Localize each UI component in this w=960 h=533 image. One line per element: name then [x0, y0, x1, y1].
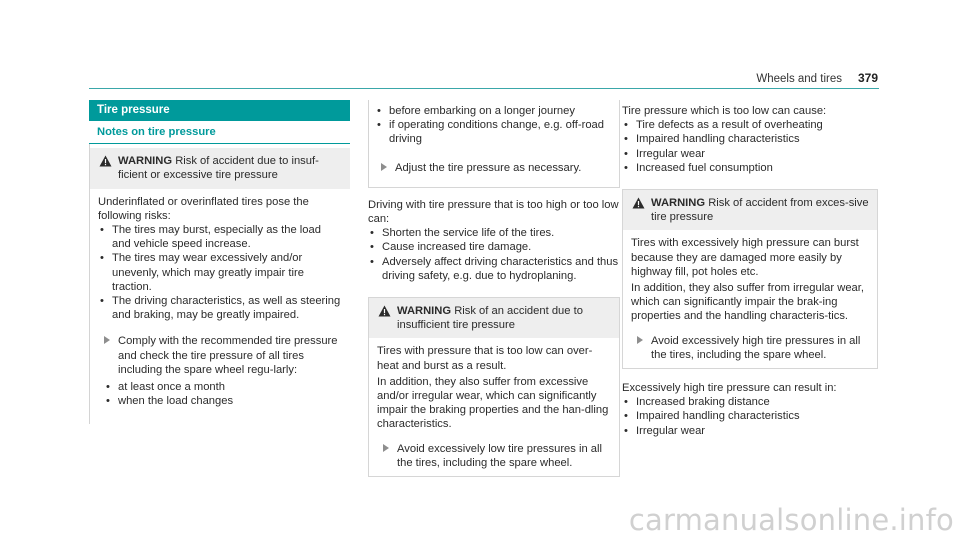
column-1: [89, 100, 350, 424]
chapter-title: Wheels and tires: [756, 73, 842, 85]
header-rule: [89, 88, 879, 89]
list-item: • Irregular wear: [622, 147, 878, 161]
warning-body: [623, 230, 877, 368]
warning-label: WARNING: [651, 197, 706, 210]
col1-content: [89, 144, 350, 424]
watermark: carmanualsonline.info: [628, 502, 954, 533]
step-text: Comply with the recommended tire pressure and check the tire pressure of all tires including the spare wheel regu-larly:: [118, 335, 338, 376]
paragraph: Tires with excessively high pressure can burst because they are damaged more easily by highway fill, pot holes etc.: [631, 237, 859, 278]
instruction-step: [631, 334, 869, 362]
step-text: Avoid excessively low tire pressures in all the tires, including the spare wheel.: [397, 442, 602, 469]
step-arrow-icon: [383, 444, 389, 452]
warning-header: [369, 298, 619, 338]
subsection-title: Notes on tire pressure: [89, 125, 350, 144]
warning-icon: [99, 155, 112, 167]
list-item: • The tires may burst, especially as the load and vehicle speed increase.: [98, 223, 342, 251]
warning-icon: [378, 305, 391, 317]
list-item: • Cause increased tire damage.: [368, 240, 620, 254]
page-number: 379: [857, 71, 878, 85]
step-list: [104, 380, 342, 408]
list-item: • before embarking on a longer journey: [375, 104, 611, 118]
warning-text: Risk of an accident due to insufficient tire pressure: [397, 305, 583, 332]
causes-list: [622, 118, 878, 175]
step-arrow-icon: [637, 336, 643, 344]
warning-text: Risk of accident from exces-sive tire pressure: [651, 197, 869, 224]
paragraph: Tires with pressure that is too low can over-heat and burst as a result.: [377, 345, 593, 372]
list-item: • if operating conditions change, e.g. off-road driving: [375, 118, 611, 146]
paragraph: Excessively high tire pressure can result in:: [622, 382, 837, 395]
list-item: • The tires may wear excessively and/or unevenly, which may greatly impair tire traction.: [98, 251, 342, 294]
warning-header: [623, 190, 877, 230]
step-arrow-icon: [104, 336, 110, 344]
list-item: • Increased fuel consumption: [622, 161, 878, 175]
col2-continued: [368, 100, 620, 188]
list-item: • The driving characteristics, as well as steering and braking, may be greatly impaired.: [98, 294, 342, 322]
continued-list: [375, 104, 611, 147]
warning-body: [369, 338, 619, 476]
results-list: [622, 395, 878, 438]
warning-icon: [632, 197, 645, 209]
list-item: • Impaired handling characteristics: [622, 132, 878, 146]
risk-list: [98, 223, 342, 322]
warning-text: Risk of accident due to insuf-ficient or excessive tire pressure: [118, 155, 319, 182]
warning-label: WARNING: [397, 305, 452, 318]
list-item: • Tire defects as a result of overheating: [622, 118, 878, 132]
column-2: [368, 100, 620, 477]
list-item: • Impaired handling characteristics: [622, 409, 878, 423]
warning-header: [90, 148, 350, 188]
step-text: Avoid excessively high tire pressures in all the tires, including the spare wheel.: [651, 334, 861, 361]
column-3: [622, 104, 878, 438]
list-item: • Shorten the service life of the tires.: [368, 226, 620, 240]
warning-box: [90, 148, 350, 414]
paragraph: In addition, they also suffer from irregular wear, which can significantly impair the brak-ing properties and the handling characteris-tics.: [631, 282, 864, 323]
warning-body: [90, 189, 350, 415]
step-text: Adjust the tire pressure as necessary.: [395, 161, 582, 174]
list-item: • Irregular wear: [622, 424, 878, 438]
list-item: • when the load changes: [104, 394, 342, 408]
instruction-step: [375, 161, 611, 175]
paragraph: Driving with tire pressure that is too high or too low can:: [368, 198, 619, 226]
warning-box: [622, 189, 878, 369]
list-item: • at least once a month: [104, 380, 342, 394]
instruction-step: [98, 334, 342, 377]
paragraph: Tire pressure which is too low can cause:: [622, 105, 827, 117]
warning-intro: Underinflated or overinflated tires pose the following risks:: [98, 195, 309, 222]
warning-label: WARNING: [118, 155, 173, 168]
step-arrow-icon: [381, 163, 387, 171]
warning-box: [368, 297, 620, 477]
list-item: • Adversely affect driving characteristics and thus driving safety, e.g. due to hydroplaning.: [368, 255, 620, 283]
list-item: • Increased braking distance: [622, 395, 878, 409]
instruction-step: [377, 442, 611, 470]
paragraph: In addition, they also suffer from excessive and/or irregular wear, which can significantly impair the braking properties and the han-dling characteristics.: [377, 375, 609, 431]
section-title: Tire pressure: [89, 100, 350, 121]
effects-list: [368, 226, 620, 283]
